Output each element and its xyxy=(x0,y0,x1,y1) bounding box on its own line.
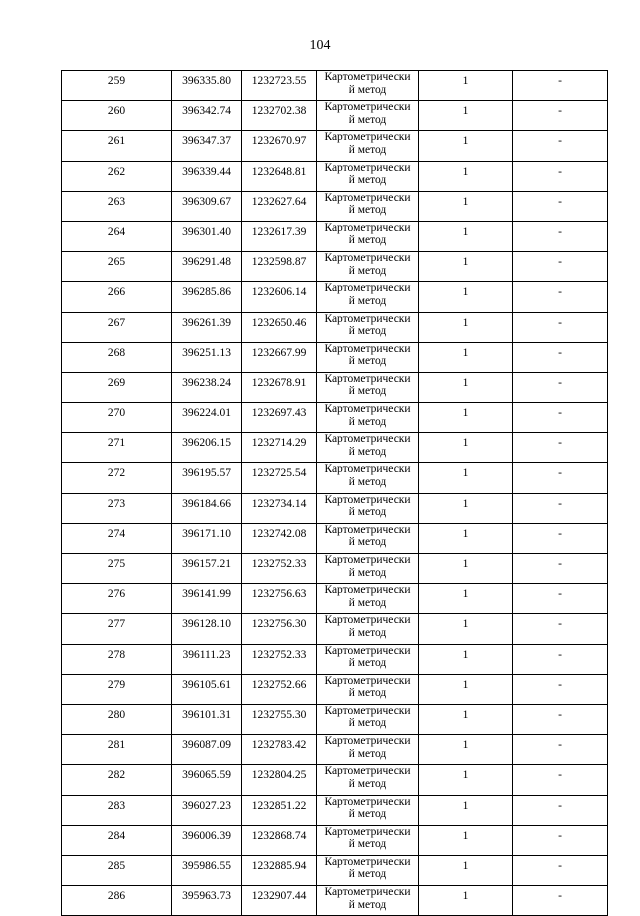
x-coordinate-cell: 396251.13 xyxy=(172,342,242,372)
method-line: Картометрически xyxy=(324,825,411,838)
method-line: Картометрически xyxy=(324,161,411,174)
method-line: й метод xyxy=(348,777,387,790)
method-line: Картометрически xyxy=(324,252,411,265)
accuracy-cell: 1 xyxy=(419,704,513,734)
method-cell xyxy=(317,282,419,312)
table-row xyxy=(62,191,608,221)
method-line: й метод xyxy=(348,687,387,700)
method-line: й метод xyxy=(348,113,387,126)
note-cell: - xyxy=(513,554,608,584)
x-coordinate-cell: 396339.44 xyxy=(172,161,242,191)
method-text xyxy=(317,494,418,519)
method-line: Картометрически xyxy=(324,312,411,325)
method-text xyxy=(317,705,418,730)
method-cell xyxy=(317,312,419,342)
method-cell xyxy=(317,191,419,221)
note-cell: - xyxy=(513,161,608,191)
table-row xyxy=(62,795,608,825)
accuracy-cell: 1 xyxy=(419,252,513,282)
y-coordinate-cell: 1232885.94 xyxy=(242,855,317,885)
method-cell xyxy=(317,403,419,433)
y-coordinate-cell: 1232606.14 xyxy=(242,282,317,312)
method-line: Картометрически xyxy=(324,554,411,566)
accuracy-cell: 1 xyxy=(419,523,513,553)
method-text xyxy=(317,735,418,760)
note-cell: - xyxy=(513,765,608,795)
note-cell: - xyxy=(513,342,608,372)
table-row xyxy=(62,282,608,312)
x-coordinate-cell: 396111.23 xyxy=(172,644,242,674)
point-number-cell: 259 xyxy=(62,71,172,101)
point-number-cell: 271 xyxy=(62,433,172,463)
method-text xyxy=(317,162,418,187)
method-cell xyxy=(317,252,419,282)
table-row xyxy=(62,644,608,674)
x-coordinate-cell: 396065.59 xyxy=(172,765,242,795)
table-row xyxy=(62,855,608,885)
x-coordinate-cell: 396291.48 xyxy=(172,252,242,282)
note-cell: - xyxy=(513,584,608,614)
note-cell: - xyxy=(513,131,608,161)
y-coordinate-cell: 1232650.46 xyxy=(242,312,317,342)
method-text xyxy=(317,584,418,609)
point-number-cell: 283 xyxy=(62,795,172,825)
y-coordinate-cell: 1232667.99 xyxy=(242,342,317,372)
method-text xyxy=(317,796,418,821)
method-cell xyxy=(317,161,419,191)
method-text xyxy=(317,645,418,670)
y-coordinate-cell: 1232678.91 xyxy=(242,372,317,402)
accuracy-cell: 1 xyxy=(419,614,513,644)
point-number-cell: 284 xyxy=(62,825,172,855)
point-number-cell: 277 xyxy=(62,614,172,644)
x-coordinate-cell: 396141.99 xyxy=(172,584,242,614)
note-cell: - xyxy=(513,221,608,251)
x-coordinate-cell: 396101.31 xyxy=(172,704,242,734)
x-coordinate-cell: 396238.24 xyxy=(172,372,242,402)
method-line: Картометрически xyxy=(324,282,411,295)
table-row xyxy=(62,101,608,131)
accuracy-cell: 1 xyxy=(419,403,513,433)
point-number-cell: 261 xyxy=(62,131,172,161)
table-row xyxy=(62,493,608,523)
method-line: Картометрически xyxy=(324,342,411,355)
table-row xyxy=(62,433,608,463)
table-row xyxy=(62,584,608,614)
point-number-cell: 278 xyxy=(62,644,172,674)
accuracy-cell: 1 xyxy=(419,493,513,523)
note-cell: - xyxy=(513,403,608,433)
x-coordinate-cell: 396347.37 xyxy=(172,131,242,161)
accuracy-cell: 1 xyxy=(419,674,513,704)
method-line: й метод xyxy=(348,626,387,639)
table-row xyxy=(62,221,608,251)
method-line: й метод xyxy=(348,747,387,760)
table-row xyxy=(62,735,608,765)
method-line: й метод xyxy=(348,868,387,881)
method-text xyxy=(317,71,418,96)
method-line: й метод xyxy=(348,506,387,519)
method-line: й метод xyxy=(348,808,387,820)
note-cell: - xyxy=(513,523,608,553)
accuracy-cell: 1 xyxy=(419,372,513,402)
method-line: Картометрически xyxy=(324,523,411,536)
accuracy-cell: 1 xyxy=(419,312,513,342)
method-cell xyxy=(317,795,419,825)
method-text xyxy=(317,886,418,911)
x-coordinate-cell: 396027.23 xyxy=(172,795,242,825)
accuracy-cell: 1 xyxy=(419,161,513,191)
accuracy-cell: 1 xyxy=(419,825,513,855)
method-line: й метод xyxy=(348,566,387,579)
method-line: Картометрически xyxy=(324,433,411,446)
method-cell xyxy=(317,554,419,584)
method-cell xyxy=(317,735,419,765)
note-cell: - xyxy=(513,886,608,916)
method-text xyxy=(317,192,418,217)
method-line: Картометрически xyxy=(324,674,411,687)
y-coordinate-cell: 1232723.55 xyxy=(242,71,317,101)
y-coordinate-cell: 1232756.63 xyxy=(242,584,317,614)
method-line: й метод xyxy=(348,385,387,398)
note-cell: - xyxy=(513,463,608,493)
method-line: Картометрически xyxy=(324,584,411,597)
table-row xyxy=(62,463,608,493)
accuracy-cell: 1 xyxy=(419,765,513,795)
point-number-cell: 280 xyxy=(62,704,172,734)
point-number-cell: 273 xyxy=(62,493,172,523)
accuracy-cell: 1 xyxy=(419,191,513,221)
method-line: й метод xyxy=(348,717,387,730)
table-row xyxy=(62,342,608,372)
method-line: й метод xyxy=(348,596,387,609)
y-coordinate-cell: 1232714.29 xyxy=(242,433,317,463)
point-number-cell: 279 xyxy=(62,674,172,704)
method-line: Картометрически xyxy=(324,493,411,506)
accuracy-cell: 1 xyxy=(419,795,513,825)
table-row xyxy=(62,825,608,855)
y-coordinate-cell: 1232756.30 xyxy=(242,614,317,644)
method-cell xyxy=(317,825,419,855)
page-number: 104 xyxy=(309,38,331,53)
note-cell: - xyxy=(513,614,608,644)
table-row xyxy=(62,674,608,704)
method-line: Картометрически xyxy=(324,71,411,83)
method-line: й метод xyxy=(348,294,387,307)
method-cell xyxy=(317,493,419,523)
method-line: Картометрически xyxy=(324,735,411,748)
x-coordinate-cell: 396206.15 xyxy=(172,433,242,463)
method-line: й метод xyxy=(348,445,387,458)
point-number-cell: 266 xyxy=(62,282,172,312)
method-line: й метод xyxy=(348,355,387,368)
point-number-cell: 274 xyxy=(62,523,172,553)
method-line: Картометрически xyxy=(324,191,411,204)
method-text xyxy=(317,222,418,247)
method-cell xyxy=(317,221,419,251)
method-text xyxy=(317,313,418,338)
method-cell xyxy=(317,131,419,161)
method-line: й метод xyxy=(348,657,387,670)
x-coordinate-cell: 396261.39 xyxy=(172,312,242,342)
point-number-cell: 276 xyxy=(62,584,172,614)
point-number-cell: 282 xyxy=(62,765,172,795)
method-line: й метод xyxy=(348,264,387,277)
method-line: й метод xyxy=(348,143,387,156)
x-coordinate-cell: 396171.10 xyxy=(172,523,242,553)
method-text xyxy=(317,614,418,639)
accuracy-cell: 1 xyxy=(419,554,513,584)
accuracy-cell: 1 xyxy=(419,584,513,614)
method-line: Картометрически xyxy=(324,403,411,416)
x-coordinate-cell: 396342.74 xyxy=(172,101,242,131)
x-coordinate-cell: 396309.67 xyxy=(172,191,242,221)
method-cell xyxy=(317,584,419,614)
method-line: й метод xyxy=(348,415,387,428)
method-line: й метод xyxy=(348,204,387,217)
y-coordinate-cell: 1232648.81 xyxy=(242,161,317,191)
point-number-cell: 285 xyxy=(62,855,172,885)
note-cell: - xyxy=(513,493,608,523)
x-coordinate-cell: 396195.57 xyxy=(172,463,242,493)
accuracy-cell: 1 xyxy=(419,71,513,101)
method-text xyxy=(317,765,418,790)
y-coordinate-cell: 1232752.33 xyxy=(242,644,317,674)
method-line: Картометрически xyxy=(324,614,411,627)
method-text xyxy=(317,826,418,851)
table-row xyxy=(62,372,608,402)
y-coordinate-cell: 1232627.64 xyxy=(242,191,317,221)
y-coordinate-cell: 1232702.38 xyxy=(242,101,317,131)
method-text xyxy=(317,101,418,126)
method-text xyxy=(317,433,418,458)
accuracy-cell: 1 xyxy=(419,101,513,131)
table-row xyxy=(62,614,608,644)
method-line: Картометрически xyxy=(324,704,411,717)
y-coordinate-cell: 1232907.44 xyxy=(242,886,317,916)
y-coordinate-cell: 1232598.87 xyxy=(242,252,317,282)
method-text xyxy=(317,856,418,881)
method-line: Картометрически xyxy=(324,463,411,476)
point-number-cell: 265 xyxy=(62,252,172,282)
note-cell: - xyxy=(513,71,608,101)
method-line: Картометрически xyxy=(324,131,411,144)
y-coordinate-cell: 1232697.43 xyxy=(242,403,317,433)
x-coordinate-cell: 396184.66 xyxy=(172,493,242,523)
method-line: й метод xyxy=(348,475,387,488)
method-cell xyxy=(317,463,419,493)
note-cell: - xyxy=(513,191,608,221)
method-cell xyxy=(317,704,419,734)
method-cell xyxy=(317,674,419,704)
method-cell xyxy=(317,372,419,402)
x-coordinate-cell: 396335.80 xyxy=(172,71,242,101)
table-row xyxy=(62,523,608,553)
method-cell xyxy=(317,614,419,644)
x-coordinate-cell: 395986.55 xyxy=(172,855,242,885)
y-coordinate-cell: 1232734.14 xyxy=(242,493,317,523)
method-line: Картометрически xyxy=(324,644,411,657)
table-row xyxy=(62,765,608,795)
x-coordinate-cell: 395963.73 xyxy=(172,886,242,916)
method-text xyxy=(317,403,418,428)
y-coordinate-cell: 1232742.08 xyxy=(242,523,317,553)
note-cell: - xyxy=(513,735,608,765)
point-number-cell: 268 xyxy=(62,342,172,372)
method-line: Картометрически xyxy=(324,221,411,234)
accuracy-cell: 1 xyxy=(419,221,513,251)
point-number-cell: 275 xyxy=(62,554,172,584)
point-number-cell: 263 xyxy=(62,191,172,221)
method-line: Картометрически xyxy=(324,372,411,385)
method-line: й метод xyxy=(348,838,387,851)
method-cell xyxy=(317,101,419,131)
y-coordinate-cell: 1232851.22 xyxy=(242,795,317,825)
method-line: й метод xyxy=(348,174,387,187)
method-text xyxy=(317,373,418,398)
y-coordinate-cell: 1232783.42 xyxy=(242,735,317,765)
method-cell xyxy=(317,71,419,101)
table-row xyxy=(62,252,608,282)
note-cell: - xyxy=(513,101,608,131)
table-row xyxy=(62,403,608,433)
method-text xyxy=(317,675,418,700)
table-row xyxy=(62,554,608,584)
point-number-cell: 270 xyxy=(62,403,172,433)
point-number-cell: 272 xyxy=(62,463,172,493)
y-coordinate-cell: 1232752.66 xyxy=(242,674,317,704)
point-number-cell: 281 xyxy=(62,735,172,765)
note-cell: - xyxy=(513,855,608,885)
method-text xyxy=(317,554,418,579)
accuracy-cell: 1 xyxy=(419,855,513,885)
y-coordinate-cell: 1232617.39 xyxy=(242,221,317,251)
y-coordinate-cell: 1232804.25 xyxy=(242,765,317,795)
y-coordinate-cell: 1232868.74 xyxy=(242,825,317,855)
coordinates-table xyxy=(61,70,608,916)
table-row xyxy=(62,312,608,342)
note-cell: - xyxy=(513,372,608,402)
method-line: й метод xyxy=(348,83,387,96)
x-coordinate-cell: 396006.39 xyxy=(172,825,242,855)
x-coordinate-cell: 396285.86 xyxy=(172,282,242,312)
y-coordinate-cell: 1232752.33 xyxy=(242,554,317,584)
table-row xyxy=(62,131,608,161)
note-cell: - xyxy=(513,282,608,312)
method-line: й метод xyxy=(348,325,387,337)
point-number-cell: 262 xyxy=(62,161,172,191)
x-coordinate-cell: 396128.10 xyxy=(172,614,242,644)
x-coordinate-cell: 396105.61 xyxy=(172,674,242,704)
note-cell: - xyxy=(513,795,608,825)
y-coordinate-cell: 1232755.30 xyxy=(242,704,317,734)
point-number-cell: 264 xyxy=(62,221,172,251)
accuracy-cell: 1 xyxy=(419,644,513,674)
note-cell: - xyxy=(513,312,608,342)
method-text xyxy=(317,343,418,368)
accuracy-cell: 1 xyxy=(419,735,513,765)
method-cell xyxy=(317,523,419,553)
x-coordinate-cell: 396224.01 xyxy=(172,403,242,433)
note-cell: - xyxy=(513,252,608,282)
note-cell: - xyxy=(513,674,608,704)
note-cell: - xyxy=(513,704,608,734)
table-row xyxy=(62,886,608,916)
x-coordinate-cell: 396301.40 xyxy=(172,221,242,251)
method-text xyxy=(317,252,418,277)
point-number-cell: 267 xyxy=(62,312,172,342)
method-text xyxy=(317,524,418,549)
point-number-cell: 269 xyxy=(62,372,172,402)
note-cell: - xyxy=(513,433,608,463)
method-cell xyxy=(317,644,419,674)
method-cell xyxy=(317,765,419,795)
method-line: Картометрически xyxy=(324,765,411,778)
method-line: Картометрически xyxy=(324,855,411,868)
method-text xyxy=(317,463,418,488)
method-text xyxy=(317,282,418,307)
method-cell xyxy=(317,342,419,372)
method-cell xyxy=(317,433,419,463)
table-row xyxy=(62,71,608,101)
accuracy-cell: 1 xyxy=(419,433,513,463)
accuracy-cell: 1 xyxy=(419,463,513,493)
point-number-cell: 260 xyxy=(62,101,172,131)
x-coordinate-cell: 396157.21 xyxy=(172,554,242,584)
table-body xyxy=(62,71,608,916)
note-cell: - xyxy=(513,644,608,674)
y-coordinate-cell: 1232670.97 xyxy=(242,131,317,161)
method-line: Картометрически xyxy=(324,886,411,899)
method-line: Картометрически xyxy=(324,795,411,808)
method-cell xyxy=(317,886,419,916)
note-cell: - xyxy=(513,825,608,855)
method-cell xyxy=(317,855,419,885)
table-row xyxy=(62,704,608,734)
method-line: й метод xyxy=(348,234,387,247)
method-line: й метод xyxy=(348,898,387,911)
x-coordinate-cell: 396087.09 xyxy=(172,735,242,765)
method-text xyxy=(317,131,418,156)
point-number-cell: 286 xyxy=(62,886,172,916)
table-row xyxy=(62,161,608,191)
accuracy-cell: 1 xyxy=(419,342,513,372)
accuracy-cell: 1 xyxy=(419,282,513,312)
method-line: Картометрически xyxy=(324,101,411,114)
y-coordinate-cell: 1232725.54 xyxy=(242,463,317,493)
accuracy-cell: 1 xyxy=(419,886,513,916)
method-line: й метод xyxy=(348,536,387,549)
accuracy-cell: 1 xyxy=(419,131,513,161)
